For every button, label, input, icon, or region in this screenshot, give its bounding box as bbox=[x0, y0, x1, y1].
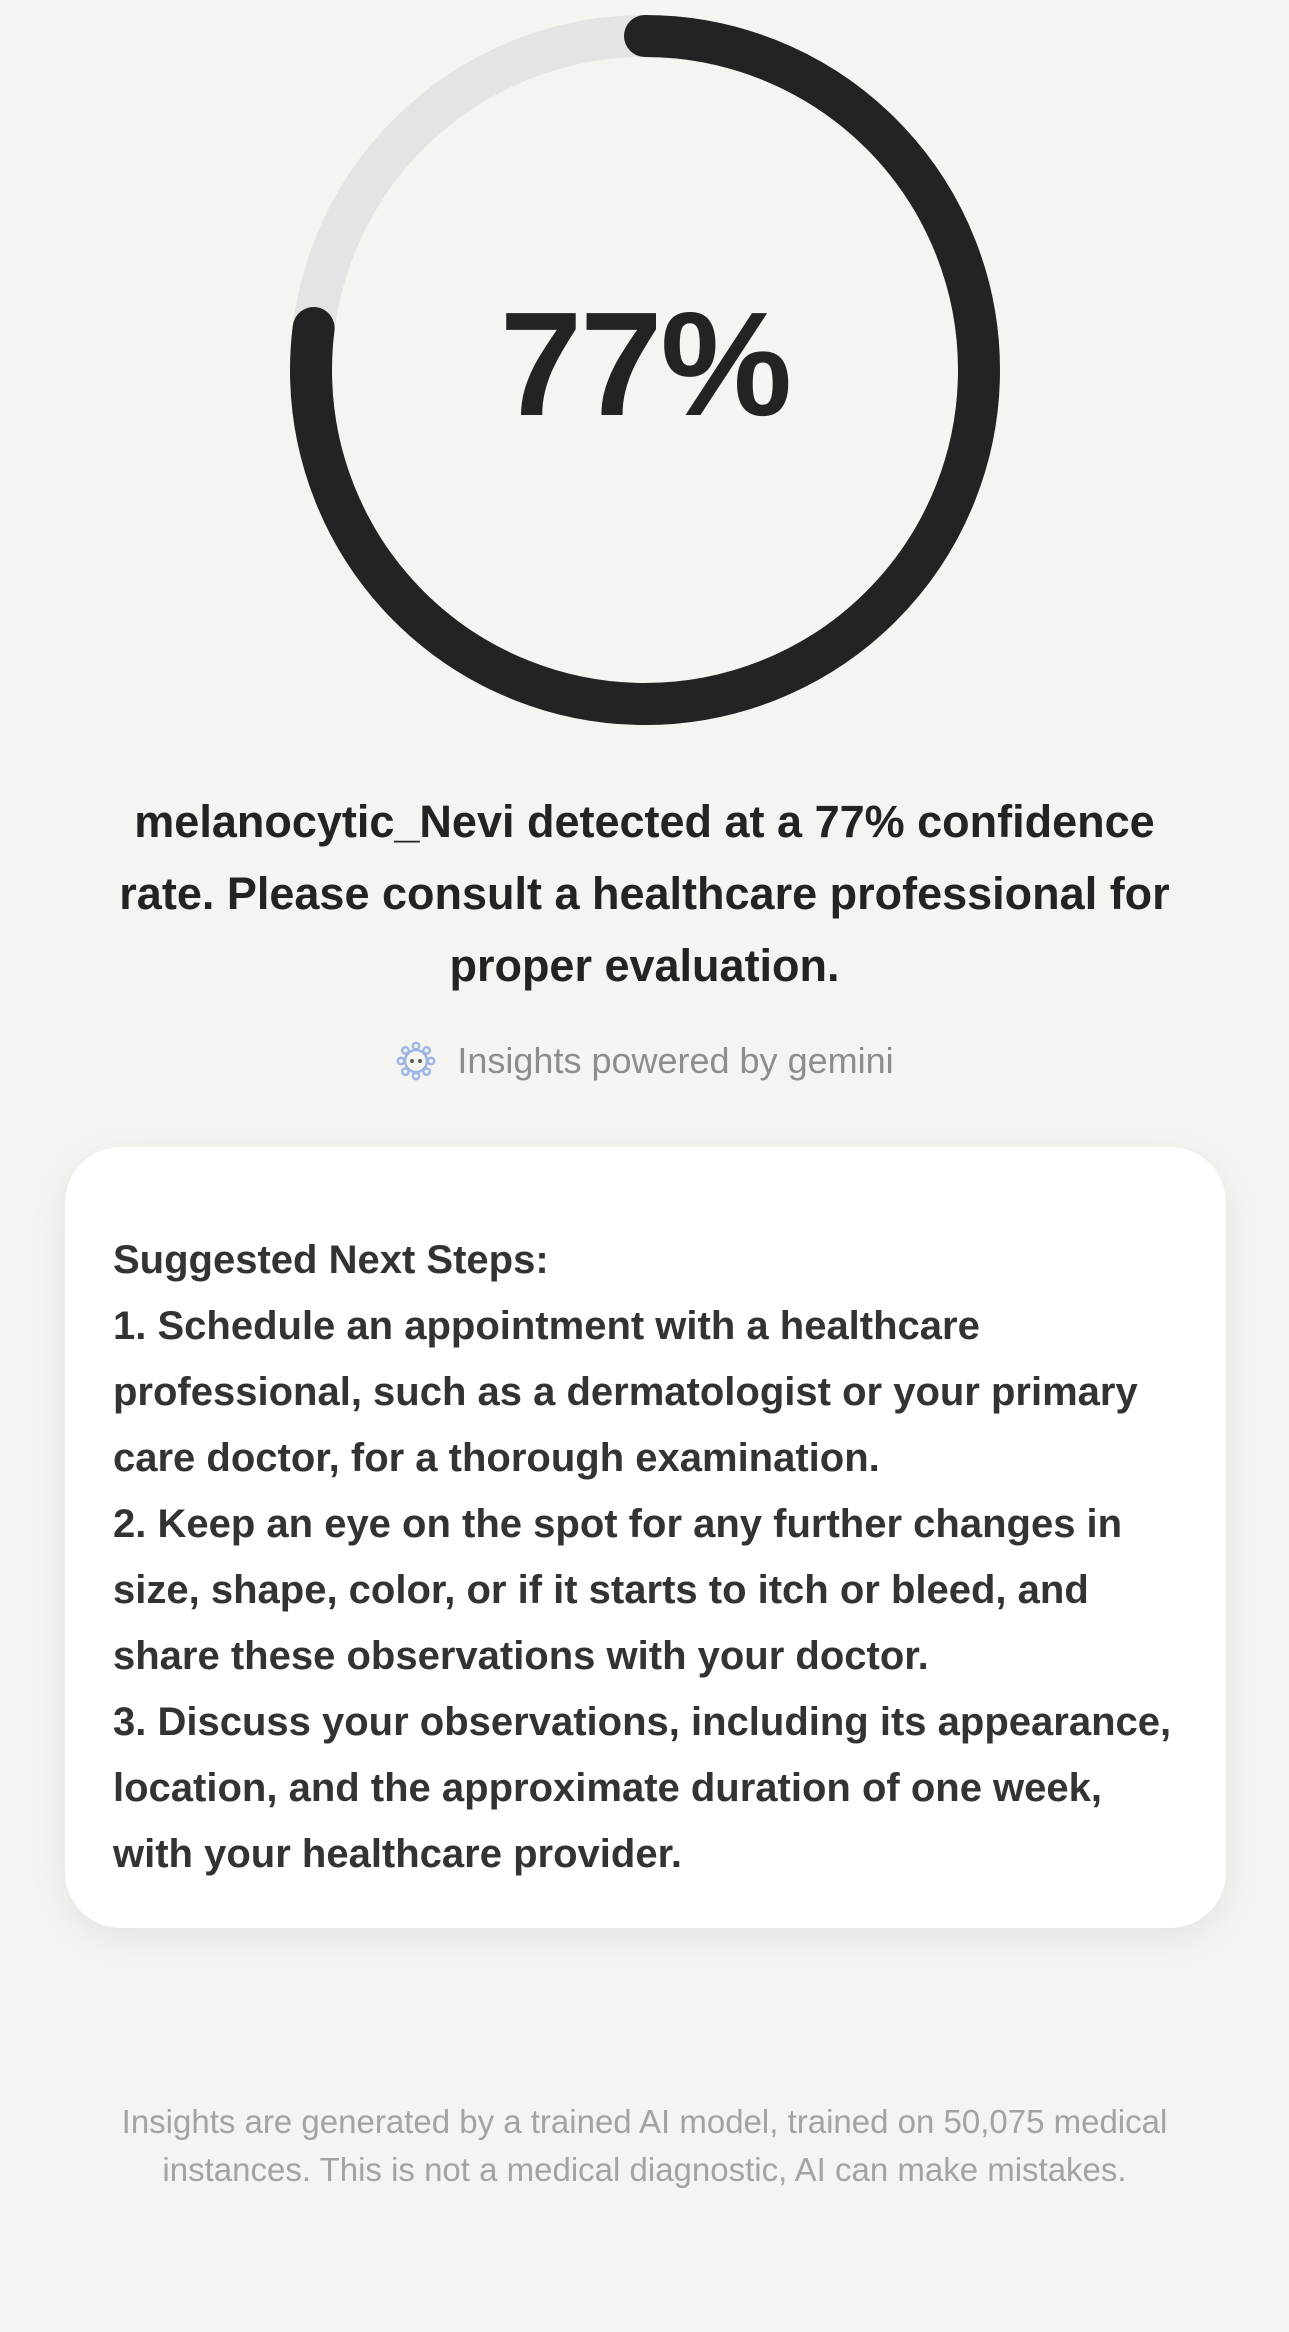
ai-disclaimer: Insights are generated by a trained AI model, trained on 50,075 medical instances. This is not a medical diagnostic, AI can make mistakes. bbox=[121, 2103, 1168, 2188]
next-steps-title: Suggested Next Steps: bbox=[113, 1238, 549, 1282]
confidence-percentage: 77% bbox=[499, 282, 791, 447]
powered-by-label: Insights powered by gemini bbox=[457, 1040, 894, 1081]
powered-by-row bbox=[0, 1040, 1289, 1082]
gemini-sparkle-icon bbox=[395, 1040, 437, 1082]
next-step-item: 1. Schedule an appointment with a healthcare professional, such as a dermatologist or your primary care doctor, for a thorough examination. bbox=[113, 1304, 1138, 1480]
next-step-item: 3. Discuss your observations, including its appearance, location, and the approximate duration of one week, with your healthcare provider. bbox=[113, 1700, 1172, 1876]
detection-result-message: melanocytic_Nevi detected at a 77% confidence rate. Please consult a healthcare professional for proper evaluation. bbox=[119, 796, 1170, 991]
confidence-gauge bbox=[290, 15, 1000, 725]
next-step-item: 2. Keep an eye on the spot for any further changes in size, shape, color, or if it starts to itch or bleed, and share these observations with your doctor. bbox=[113, 1502, 1123, 1678]
next-steps-card bbox=[65, 1147, 1226, 1928]
